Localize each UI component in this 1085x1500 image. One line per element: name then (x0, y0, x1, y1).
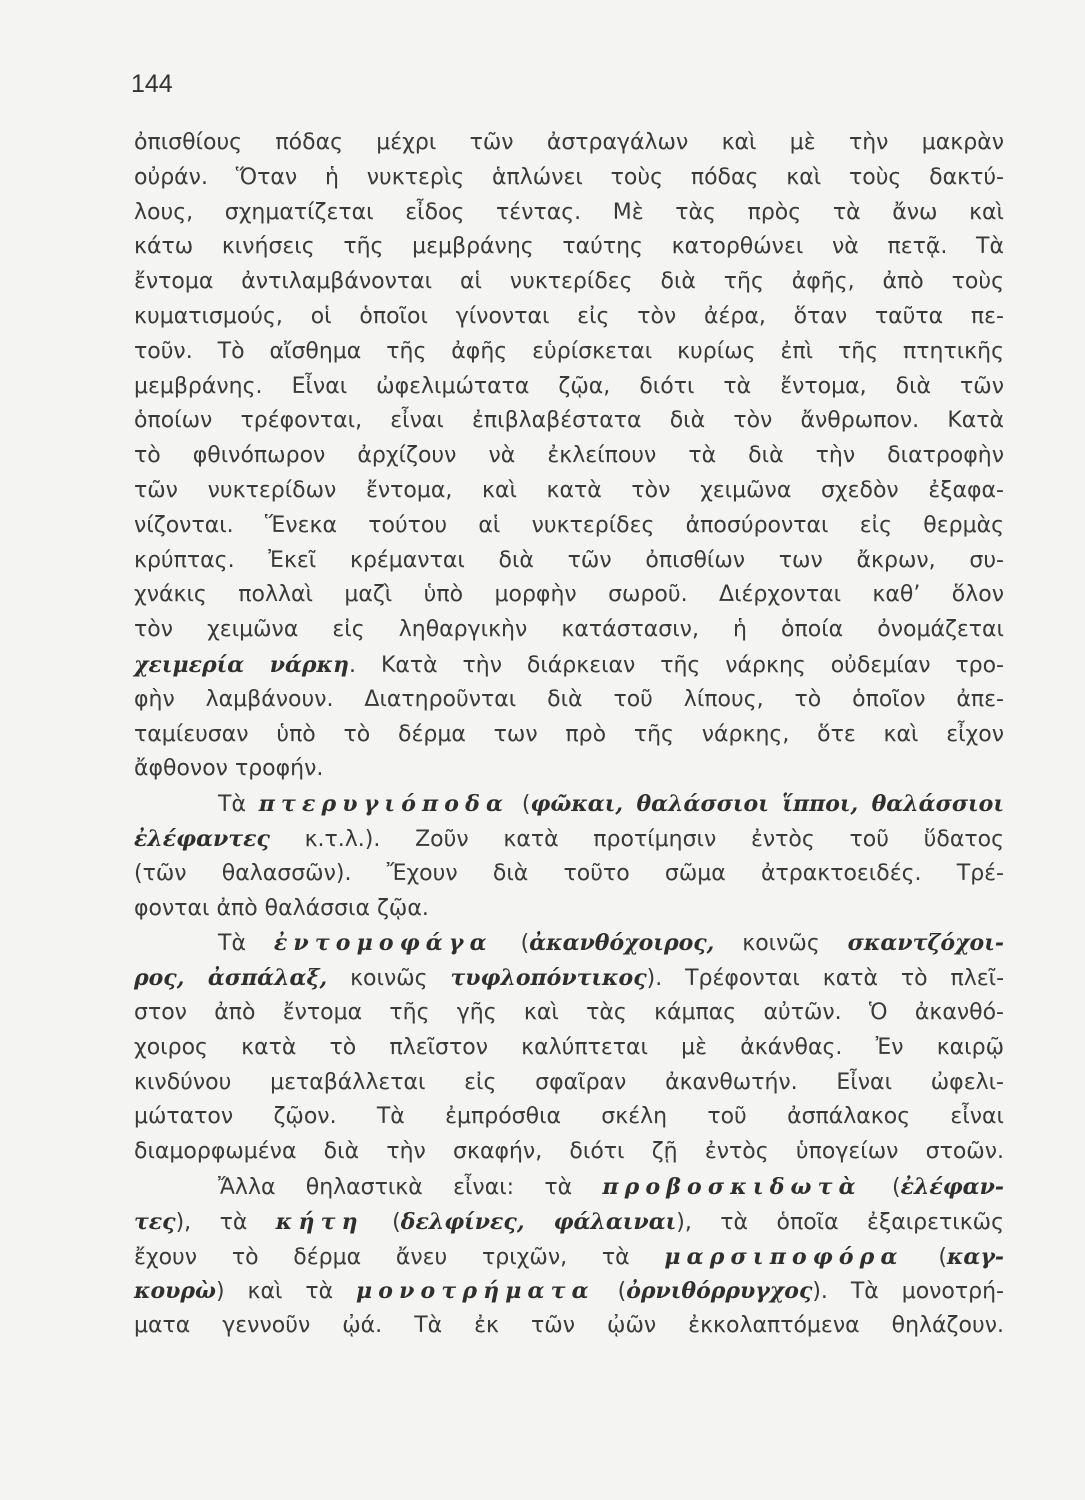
text-segment: κινδύνου μεταβάλλεται εἰς σφαῖραν ἀκανθωτήν. Εἶναι ὠφελι- (134, 1069, 1004, 1095)
text-segment: τῶν νυκτερίδων ἔντομα, καὶ κατὰ τὸν χειμῶνα σχεδὸν ἐξαφα- (134, 477, 1004, 503)
emphasized-term: ὀρνιθόρρυγχος (626, 1278, 813, 1305)
text-line (134, 787, 1004, 822)
text-segment: . Κατὰ τὴν διάρκειαν τῆς νάρκης οὐδεμίαν τρο- (349, 652, 1004, 678)
text-segment: χοιρος κατὰ τὸ πλεῖστον καλύπτεται μὲ ἀκάνθας. Ἐν καιρῷ (134, 1034, 1004, 1060)
emphasized-term: φῶκαι, θαλάσσιοι ἵπποι, θαλάσσιοι (530, 791, 1005, 818)
emphasized-term: πτερυγιόποδα (258, 791, 510, 818)
text-line (134, 752, 1004, 787)
text-line (134, 1031, 1004, 1066)
emphasized-term: τες (134, 1208, 176, 1235)
emphasized-term: ἀκανθόχοιρος, (529, 930, 715, 957)
text-line (134, 404, 1004, 439)
text-segment: ), τὰ (175, 1209, 276, 1235)
page-number: 144 (131, 70, 173, 98)
text-line (134, 1135, 1004, 1170)
text-segment: ) καὶ τὰ (216, 1279, 357, 1305)
text-segment: φονται ἀπὸ θαλάσσια ζῷα. (134, 895, 429, 921)
emphasized-term: σκαντζόχοι- (847, 930, 1005, 957)
text-segment: νίζονται. Ἕνεκα τούτου αἱ νυκτερίδες ἀποσύρονται εἰς θερμὰς (134, 512, 1004, 538)
text-line (134, 578, 1004, 613)
text-line (134, 648, 1004, 683)
text-line (134, 474, 1004, 509)
body-text (134, 126, 1004, 1344)
text-segment: ), τὰ ὁποῖα ἐξαιρετικῶς (676, 1209, 1005, 1235)
text-segment: ). Τὰ μονοτρή- (812, 1279, 1004, 1305)
text-line (134, 300, 1004, 335)
text-segment: ἔχουν τὸ δέρμα ἄνευ τριχῶν, τὰ (134, 1244, 665, 1270)
text-segment: ἄφθονον τροφήν. (134, 756, 324, 782)
text-line (134, 370, 1004, 405)
text-segment: Τὰ (218, 931, 274, 957)
text-segment: κάτω κινήσεις τῆς μεμβράνης ταύτης κατορθώνει νὰ πετᾷ. Τὰ (134, 234, 1004, 260)
text-segment: κ.τ.λ.). Ζοῦν κατὰ προτίμησιν ἐντὸς τοῦ ὕδατος (269, 826, 1004, 852)
emphasized-term: μαρσιποφόρα (664, 1243, 904, 1270)
emphasized-term: προβοσκιδωτὰ (602, 1173, 862, 1200)
text-segment: φὴν λαμβάνουν. Διατηροῦνται διὰ τοῦ λίπους, τὸ ὁποῖον ἀπε- (134, 686, 1004, 712)
text-line (134, 126, 1004, 161)
text-segment: στον ἀπὸ ἔντομα τῆς γῆς καὶ τὰς κάμπας αὐτῶν. Ὁ ἀκανθό- (134, 999, 1004, 1025)
text-segment: ( (594, 1279, 627, 1305)
text-segment: μώτατον ζῷον. Τὰ ἐμπρόσθια σκέλη τοῦ ἀσπάλακος εἶναι (134, 1104, 1004, 1130)
text-segment: ( (492, 931, 530, 957)
text-line (134, 613, 1004, 648)
text-line (134, 1274, 1004, 1309)
text-segment: κρύπτας. Ἐκεῖ κρέμανται διὰ τῶν ὀπισθίων των ἄκρων, συ- (134, 547, 1004, 573)
emphasized-term: ἐλέφαν- (900, 1173, 1004, 1200)
text-line (134, 161, 1004, 196)
text-segment: (τῶν θαλασσῶν). Ἔχουν διὰ τοῦτο σῶμα ἀτρακτοειδές. Τρέ- (134, 860, 1004, 886)
text-line (134, 822, 1004, 857)
text-segment: κοινῶς (327, 966, 451, 992)
emphasized-term: κουρὼ (134, 1278, 217, 1305)
emphasized-term: ἐντομοφάγα (273, 930, 493, 957)
emphasized-term: δελφίνες, φάλαιναι (400, 1208, 677, 1235)
text-segment: κοινῶς (714, 931, 848, 957)
text-line (134, 544, 1004, 579)
text-segment: Τὰ (218, 792, 259, 818)
text-segment: τὸν χειμῶνα εἰς ληθαργικὴν κατάστασιν, ἡ ὁποία ὀνομάζεται (134, 617, 1004, 643)
emphasized-term: μονοτρήματα (356, 1278, 595, 1305)
text-segment: ). Τρέφονται κατὰ τὸ πλεῖ- (646, 966, 1005, 992)
text-line (134, 230, 1004, 265)
text-line (134, 1309, 1004, 1344)
text-segment: χνάκις πολλαὶ μαζὶ ὑπὸ μορφὴν σωροῦ. Διέρχονται καθ’ ὅλον (134, 582, 1004, 608)
text-segment: ( (861, 1174, 901, 1200)
text-segment: ( (363, 1209, 401, 1235)
text-segment: ματα γεννοῦν ᾠά. Τὰ ἐκ τῶν ᾠῶν ἐκκολαπτόμενα θηλάζουν. (134, 1313, 1004, 1339)
text-segment: Ἄλλα θηλαστικὰ εἶναι: τὰ (218, 1174, 603, 1200)
text-segment: ( (509, 792, 531, 818)
text-segment: διαμορφωμένα διὰ τὴν σκαφήν, διότι ζῇ ἐντὸς ὑπογείων στοῶν. (134, 1139, 1004, 1165)
text-line (134, 1066, 1004, 1101)
text-segment: ( (903, 1244, 947, 1270)
text-segment: κυματισμούς, οἱ ὁποῖοι γίνονται εἰς τὸν ἀέρα, ὅταν ταῦτα πε- (134, 303, 1004, 329)
emphasized-term: τυφλοπόντικος (450, 965, 647, 992)
text-line (134, 961, 1004, 996)
text-line (134, 335, 1004, 370)
text-line (134, 718, 1004, 753)
text-segment: μεμβράνης. Εἶναι ὠφελιμώτατα ζῷα, διότι τὰ ἔντομα, διὰ τῶν (134, 373, 1004, 399)
text-segment: τὸ φθινόπωρον ἀρχίζουν νὰ ἐκλείπουν τὰ διὰ τὴν διατροφὴν (134, 443, 1004, 469)
text-line (134, 996, 1004, 1031)
text-segment: οὐράν. Ὅταν ἡ νυκτερὶς ἁπλώνει τοὺς πόδας καὶ τοὺς δακτύ- (134, 164, 1004, 190)
text-segment: τοῦν. Τὸ αἴσθημα τῆς ἀφῆς εὑρίσκεται κυρίως ἐπὶ τῆς πτητικῆς (134, 338, 1004, 364)
text-segment: ὁποίων τρέφονται, εἶναι ἐπιβλαβέστατα διὰ τὸν ἄνθρωπον. Κατὰ (134, 408, 1004, 434)
text-segment: λους, σχηματίζεται εἶδος τέντας. Μὲ τὰς πρὸς τὰ ἄνω καὶ (134, 199, 1004, 225)
text-line (134, 1205, 1004, 1240)
text-line (134, 509, 1004, 544)
text-line (134, 1170, 1004, 1205)
emphasized-term: ἐλέφαντες (134, 825, 270, 852)
emphasized-term: ρος, ἀσπάλαξ, (134, 965, 328, 992)
text-line (134, 857, 1004, 892)
text-segment: ἔντομα ἀντιλαμβάνονται αἱ νυκτερίδες διὰ τῆς ἀφῆς, ἀπὸ τοὺς (134, 269, 1004, 295)
text-line (134, 1240, 1004, 1275)
emphasized-term: κήτη (275, 1208, 364, 1235)
text-line (134, 892, 1004, 927)
emphasized-term: χειμερία νάρκη (134, 651, 350, 678)
text-line (134, 926, 1004, 961)
text-line (134, 683, 1004, 718)
text-line (134, 265, 1004, 300)
text-segment: ταμίευσαν ὑπὸ τὸ δέρμα των πρὸ τῆς νάρκης, ὅτε καὶ εἶχον (134, 721, 1004, 747)
text-line (134, 1100, 1004, 1135)
text-line (134, 439, 1004, 474)
emphasized-term: καγ- (946, 1243, 1004, 1270)
text-segment: ὀπισθίους πόδας μέχρι τῶν ἀστραγάλων καὶ μὲ τὴν μακρὰν (134, 130, 1004, 155)
text-line (134, 196, 1004, 231)
